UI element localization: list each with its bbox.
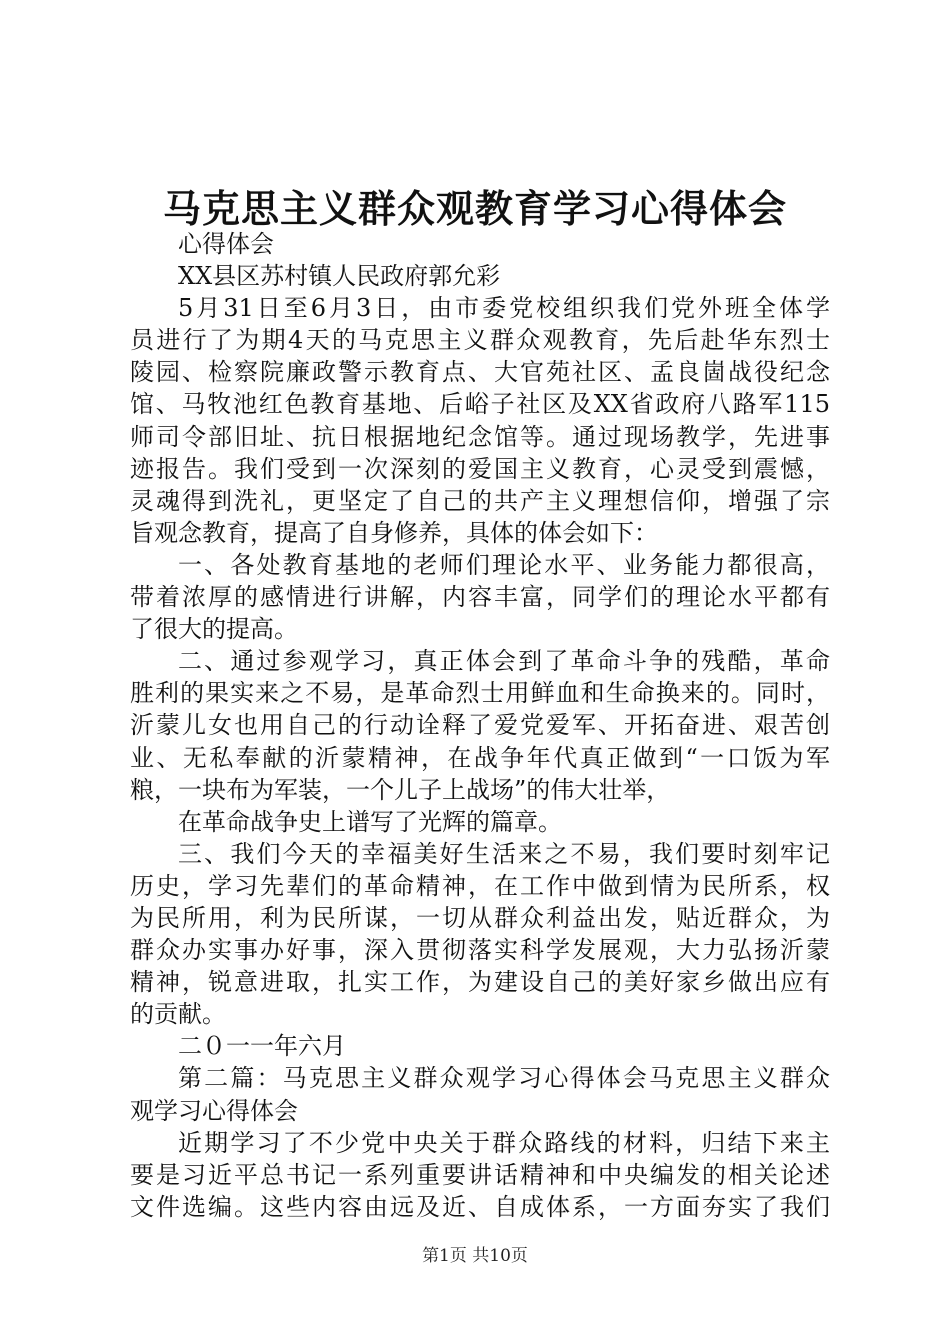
text-line: 业、无私奉献的沂蒙精神，在战争年代真正做到“一口饭为军 <box>130 743 830 772</box>
text-line: 5月31日至6月3日，由市委党校组织我们党外班全体学 <box>178 294 830 323</box>
text-line: 馆、马牧池红色教育基地、后峪子社区及XX省政府八路军115 <box>130 390 830 419</box>
text-line: 沂蒙儿女也用自己的行动诠释了爱党爱军、开拓奋进、艰苦创 <box>130 711 830 740</box>
text-line: 精神，锐意进取，扎实工作，为建设自己的美好家乡做出应有 <box>130 968 830 997</box>
document-title: 马克思主义群众观教育学习心得体会 <box>162 186 787 231</box>
text-line: 旨观念教育，提高了自身修养，具体的体会如下： <box>130 518 658 547</box>
text-line: 心得体会 <box>178 230 274 258</box>
text-line: 员进行了为期4天的马克思主义群众观教育，先后赴华东烈士 <box>130 326 830 355</box>
text-line: 近期学习了不少党中央关于群众路线的材料，归结下来主 <box>178 1128 830 1157</box>
text-line: 第二篇：马克思主义群众观学习心得体会马克思主义群众 <box>178 1064 830 1093</box>
text-line: 胜利的果实来之不易，是革命烈士用鲜血和生命换来的。同时， <box>130 679 830 708</box>
text-line: 了很大的提高。 <box>130 615 298 644</box>
text-line: 观学习心得体会 <box>130 1096 298 1125</box>
text-line: 二０一一年六月 <box>178 1032 346 1061</box>
text-line: 陵园、检察院廉政警示教育点、大官苑社区、孟良崮战役纪念 <box>130 358 830 387</box>
text-line: 迹报告。我们受到一次深刻的爱国主义教育，心灵受到震憾， <box>130 454 830 483</box>
text-line: 为民所用，利为民所谋，一切从群众利益出发，贴近群众，为 <box>130 903 830 932</box>
page-number: 第1页 共10页 <box>422 1246 528 1266</box>
document-body <box>130 228 830 1223</box>
text-line: 师司令部旧址、抗日根据地纪念馆等。通过现场教学，先进事 <box>130 422 830 451</box>
text-line: 二、通过参观学习，真正体会到了革命斗争的残酷，革命 <box>178 647 830 676</box>
text-line: 的贡献。 <box>130 1000 226 1029</box>
text-line: XX县区苏村镇人民政府郭允彩 <box>178 262 501 291</box>
text-line: 历史，学习先辈们的革命精神，在工作中做到情为民所系，权 <box>130 871 830 900</box>
text-line: 带着浓厚的感情进行讲解，内容丰富，同学们的理论水平都有 <box>130 583 830 612</box>
text-line: 要是习近平总书记一系列重要讲话精神和中央编发的相关论述 <box>130 1160 830 1189</box>
text-line: 粮，一块布为军装，一个儿子上战场”的伟大壮举， <box>130 775 671 804</box>
text-line: 群众办实事办好事，深入贯彻落实科学发展观，大力弘扬沂蒙 <box>130 936 830 965</box>
text-line: 灵魂得到洗礼，更坚定了自己的共产主义理想信仰，增强了宗 <box>130 486 830 515</box>
text-line: 一、各处教育基地的老师们理论水平、业务能力都很高， <box>178 550 830 579</box>
text-line: 在革命战争史上谱写了光辉的篇章。 <box>178 807 562 836</box>
text-line: 三、我们今天的幸福美好生活来之不易，我们要时刻牢记 <box>178 839 830 868</box>
text-line: 文件选编。这些内容由远及近、自成体系，一方面夯实了我们 <box>130 1192 830 1221</box>
